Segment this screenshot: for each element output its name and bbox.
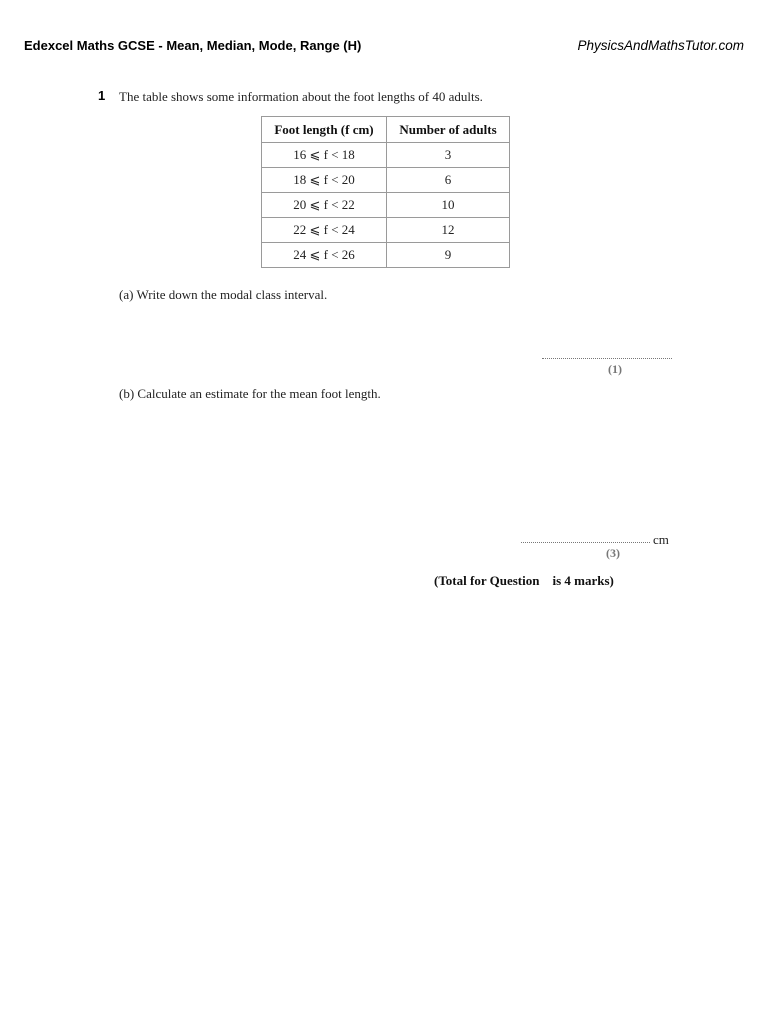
column-header-number-of-adults: Number of adults [387, 117, 510, 143]
table-row [262, 168, 510, 193]
frequency-cell: 12 [387, 218, 510, 243]
class-interval-cell: 16 ⩽ f < 18 [262, 143, 387, 168]
part-a-question: (a) Write down the modal class interval. [119, 287, 328, 302]
frequency-cell: 10 [387, 193, 510, 218]
part-b-unit: cm [653, 532, 669, 547]
part-a-marks: (1) [608, 362, 622, 376]
class-interval-cell: 20 ⩽ f < 22 [262, 193, 387, 218]
question-intro: The table shows some information about the foot lengths of 40 adults. [119, 89, 483, 104]
site-name: PhysicsAndMathsTutor.com [577, 38, 744, 53]
table-row [262, 218, 510, 243]
column-header-foot-length: Foot length (f cm) [262, 117, 387, 143]
frequency-cell: 6 [387, 168, 510, 193]
frequency-cell: 9 [387, 243, 510, 268]
class-interval-cell: 24 ⩽ f < 26 [262, 243, 387, 268]
class-interval-cell: 18 ⩽ f < 20 [262, 168, 387, 193]
foot-length-table [261, 116, 510, 268]
table-row [262, 193, 510, 218]
part-b-question: (b) Calculate an estimate for the mean foot length. [119, 386, 381, 401]
part-b-answer-line[interactable] [521, 542, 650, 543]
class-interval-cell: 22 ⩽ f < 24 [262, 218, 387, 243]
part-b-marks: (3) [606, 546, 620, 560]
table-row [262, 143, 510, 168]
table-row [262, 243, 510, 268]
part-a-answer-line[interactable] [542, 358, 672, 359]
document-title: Edexcel Maths GCSE - Mean, Median, Mode, Range (H) [24, 38, 362, 53]
question-number: 1 [98, 88, 106, 103]
frequency-cell: 3 [387, 143, 510, 168]
question-total: (Total for Question is 4 marks) [434, 573, 614, 588]
table-header-row [262, 117, 510, 143]
